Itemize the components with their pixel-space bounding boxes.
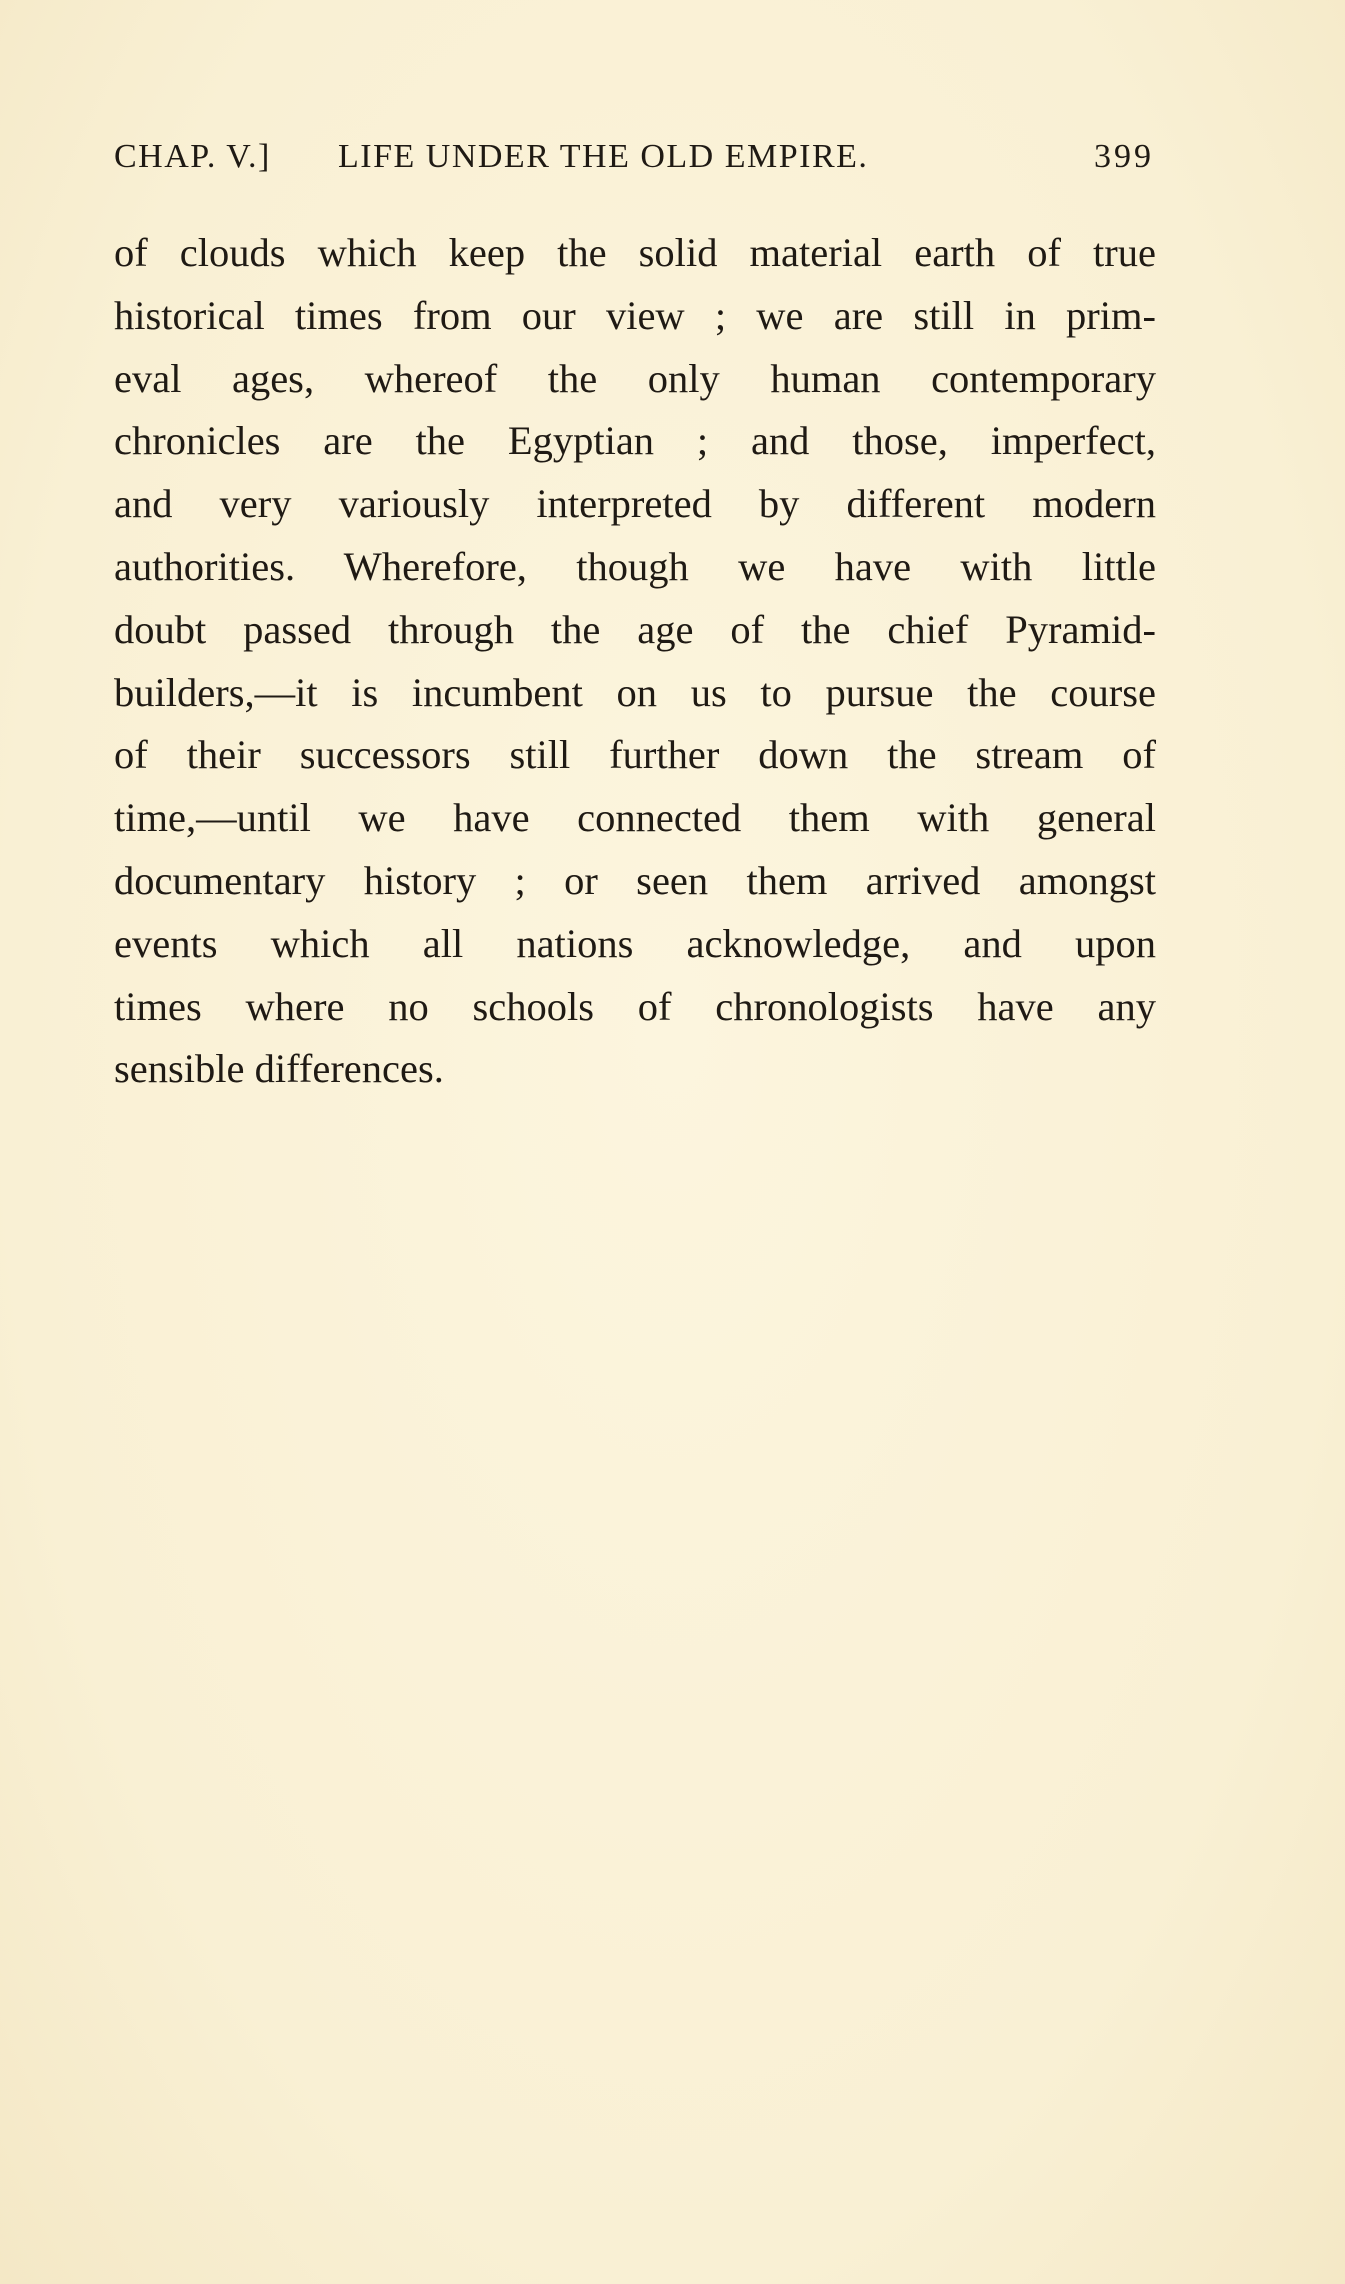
text-line: time,—until we have connected them with general	[114, 795, 1156, 841]
running-head	[114, 132, 1154, 182]
text-line: eval ages, whereof the only human contemporary	[114, 355, 1156, 401]
text-line: doubt passed through the age of the chief Pyramid-	[114, 606, 1156, 652]
text-line: of clouds which keep the solid material earth of true	[114, 230, 1156, 275]
text-line: documentary history ; or seen them arrived amongst	[114, 857, 1156, 903]
text-line: and very variously interpreted by different modern	[114, 481, 1156, 527]
text-line: times where no schools of chronologists have any	[114, 983, 1156, 1029]
running-title: LIFE UNDER THE OLD EMPIRE.	[338, 138, 869, 175]
text-line: events which all nations acknowledge, and upon	[114, 920, 1156, 966]
text-line-last: sensible differences.	[114, 1046, 444, 1092]
chapter-marker: CHAP. V.]	[114, 138, 271, 175]
text-line: authorities. Wherefore, though we have with little	[114, 543, 1156, 589]
body-paragraph	[114, 222, 1156, 1101]
text-line: historical times from our view ; we are still in prim-	[114, 292, 1156, 338]
text-line: builders,—it is incumbent on us to pursue the course	[114, 669, 1156, 715]
page-number: 399	[1094, 138, 1154, 175]
text-line: chronicles are the Egyptian ; and those, imperfect,	[114, 418, 1156, 464]
text-line: of their successors still further down the stream of	[114, 732, 1156, 778]
